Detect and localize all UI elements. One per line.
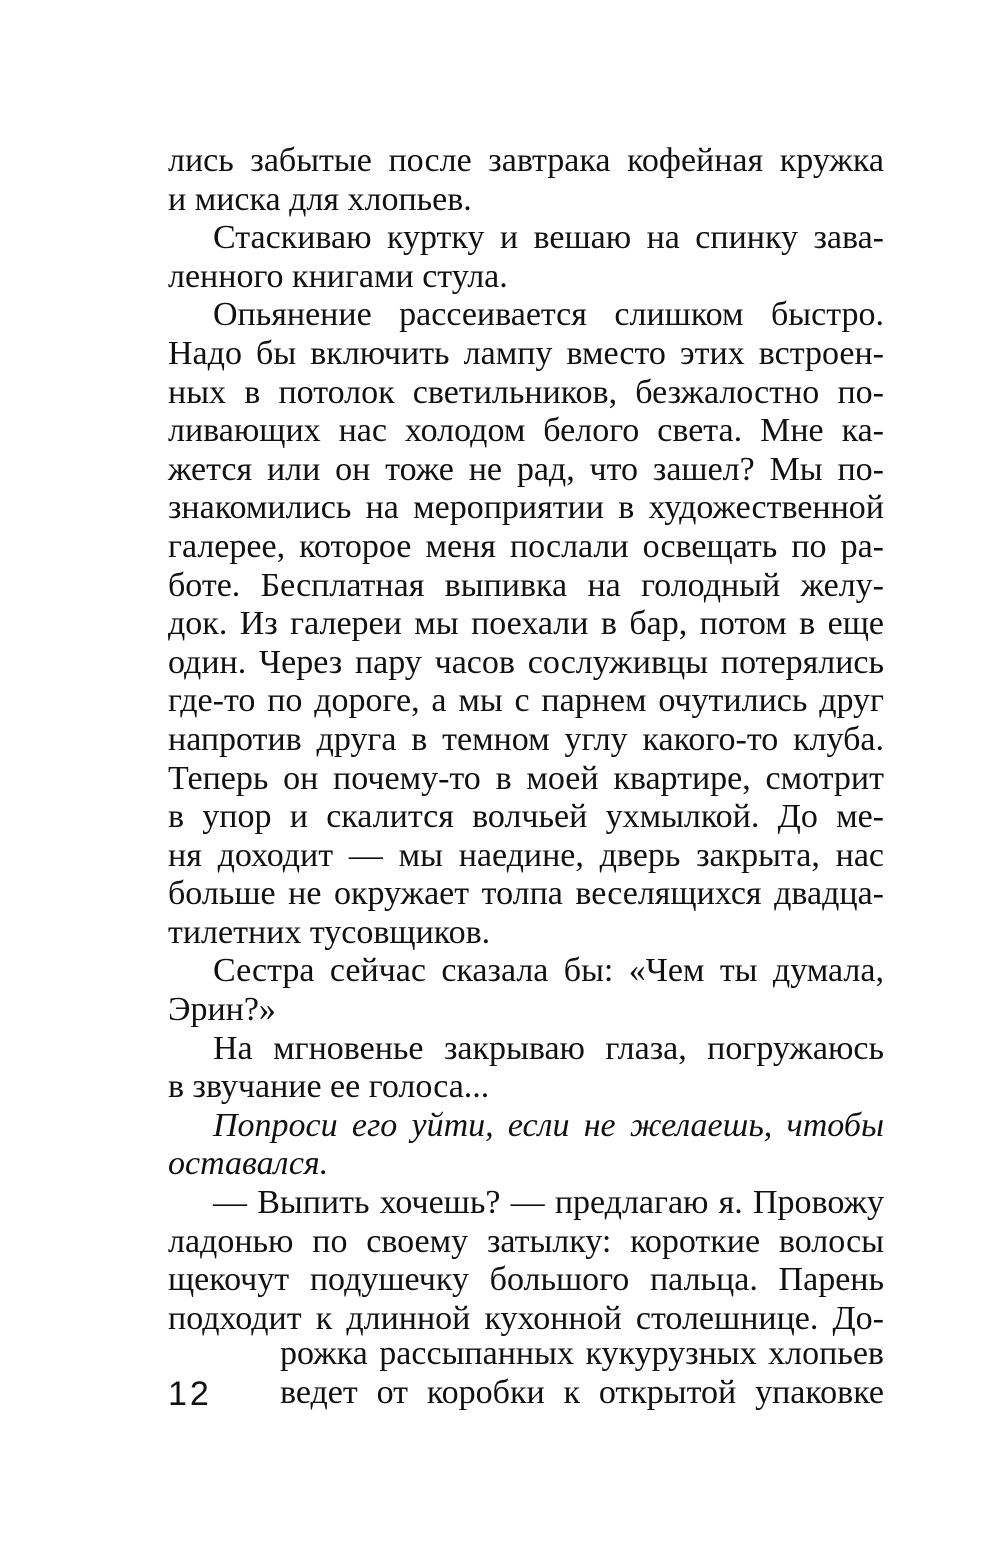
text-line: щекочут подушечку большого пальца. Парень (168, 1261, 884, 1299)
text-line: Эрин?» (168, 991, 276, 1029)
paragraph (168, 1030, 884, 1107)
text-line: Стаскиваю куртку и вешаю на спинку зава- (213, 219, 884, 257)
paragraph (168, 219, 884, 296)
text-line: и миска для хлопьев. (168, 180, 472, 218)
text-line: — Выпить хочешь? — предлагаю я. Провожу (213, 1184, 884, 1222)
text-line: в упор и скалится волчьей ухмылкой. До ме- (168, 798, 884, 836)
text-line: напротив друга в темном углу какого-то клуба. (168, 720, 884, 758)
text-line: ных в потолок светильников, безжалостно по- (168, 373, 884, 411)
paragraph (168, 1184, 884, 1338)
tail-text-block (280, 1335, 884, 1412)
text-line: один. Через пару часов сослуживцы потерялись (168, 643, 884, 681)
paragraph (168, 952, 884, 1029)
text-line: ладонью по своему затылку: короткие волосы (168, 1222, 884, 1260)
text-line: знакомились на мероприятии в художественной (168, 489, 884, 527)
text-line: тилетних тусовщиков. (168, 913, 491, 951)
text-line: ня доходит — мы наедине, дверь закрыта, нас (168, 836, 884, 874)
text-line: ленного книгами стула. (168, 257, 508, 295)
text-line: в звучание ее голоса... (168, 1068, 490, 1106)
text-line: Теперь он почему-то в моей квартире, смотрит (168, 759, 884, 797)
text-line: ведет от коробки к открытой упаковке (280, 1373, 884, 1411)
text-line: док. Из галереи мы поехали в бар, потом в еще (168, 605, 884, 643)
italic-paragraph (168, 1107, 884, 1184)
paragraph (168, 296, 884, 952)
text-line: рожка рассыпанных кукурузных хлопьев (280, 1335, 884, 1372)
text-line: оставался. (168, 1145, 329, 1183)
text-line: ливающих нас холодом белого света. Мне ка- (168, 412, 884, 450)
paragraph (168, 142, 884, 219)
text-line: подходит к длинной кухонной столешнице. До- (168, 1299, 884, 1337)
text-line: Сестра сейчас сказала бы: «Чем ты думала, (213, 952, 884, 990)
text-line: галерее, которое меня послали освещать по ра- (168, 527, 884, 565)
text-line: жется или он тоже не рад, что зашел? Мы по- (168, 450, 884, 488)
text-line: Надо бы включить лампу вместо этих встроен- (168, 334, 884, 372)
page-number: 12 (168, 1375, 212, 1413)
text-line: где-то по дороге, а мы с парнем очутились друг (168, 682, 884, 720)
main-text-block (168, 142, 884, 1338)
text-line: больше не окружает толпа веселящихся двадца- (168, 875, 884, 913)
text-line: На мгновенье закрываю глаза, погружаюсь (213, 1029, 884, 1067)
text-line: боте. Бесплатная выпивка на голодный желу- (168, 566, 884, 604)
text-line: лись забытые после завтрака кофейная кружка (168, 142, 884, 179)
text-line: Попроси его уйти, если не желаешь, чтобы (213, 1106, 884, 1144)
text-line: Опьянение рассеивается слишком быстро. (213, 296, 884, 334)
